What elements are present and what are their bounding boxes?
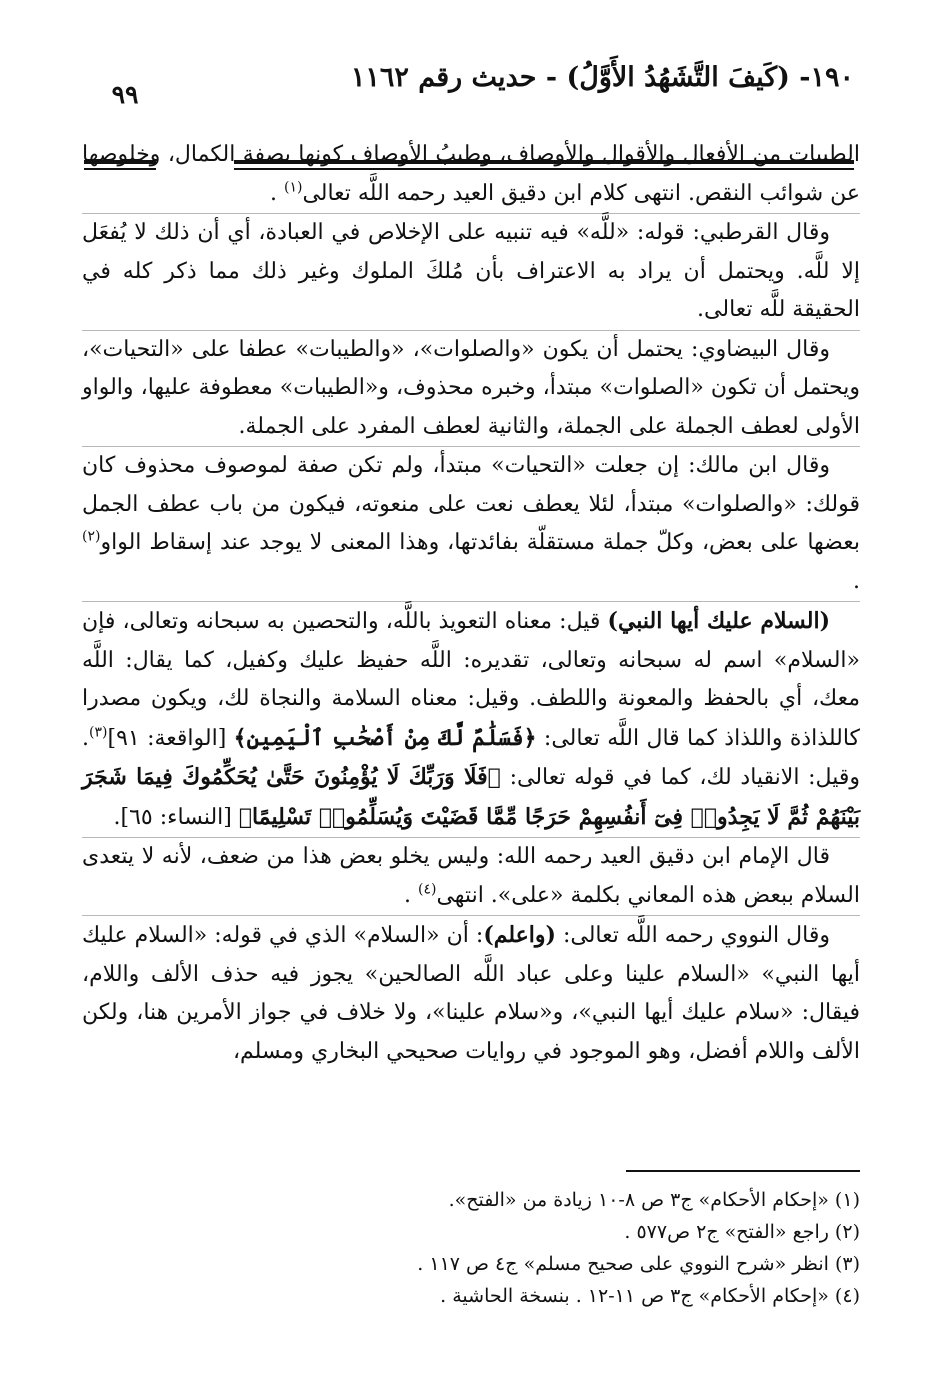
bold-heading-text: (واعلم) <box>483 922 556 948</box>
text-run: وقال النووي رحمه اللَّه تعالى: <box>555 923 830 948</box>
paragraph <box>82 601 860 837</box>
footnote-ref: (٣) <box>89 724 108 741</box>
text-run: . <box>403 882 418 908</box>
text-run: [الواقعة: ٩١] <box>107 725 234 751</box>
paragraph <box>82 915 860 1071</box>
page-header <box>84 60 854 120</box>
main-text <box>82 136 860 1071</box>
text-run: قيل: معناه التعويذ باللَّه، والتحصين به سبحانه وتعالى، فإن «السلام» اسم له سبحانه وتعالى، تقديره: اللَّه حفيظ عليك وكفيل، كما يقال: اللَّه معك، أي بالحفظ والمعونة واللطف. وقيل: معناه السلامة والنجاة لك، ويكون مصدرا كاللذاذة واللذاذ كما قال اللَّه تعالى: <box>82 609 861 751</box>
text-run: . وقيل: الانقياد لك، كما في قوله تعالى: <box>82 725 860 790</box>
quran-verse: ﴿فَلَا وَرَبِّكَ لَا يُؤْمِنُونَ حَتَّىٰ يُحَكِّمُوكَ فِيمَا شَجَرَ بَيْنَهُمْ ثُمَّ لَا يَجِدُوا۟ فِىٓ أَنفُسِهِمْ حَرَجًا مِّمَّا قَضَيْتَ وَيُسَلِّمُوا۟ تَسْلِيمًا﴾ <box>82 764 860 830</box>
text-run: . <box>853 568 860 594</box>
footnote: (٤) «إحكام الأحكام» ج٣ ص ١١-١٢ . بنسخة الحاشية . <box>440 1285 860 1307</box>
text-run: وقال البيضاوي: يحتمل أن يكون «والصلوات»، «والطيبات» عطفا على «التحيات»، ويحتمل أن تكون «الصلوات» مبتدأ، وخبره محذوف، و«الطيبات» معطوفة عليها، والواو الأولى لعطف الجملة على الجملة، والثانية لعطف المفرد على الجملة. <box>82 336 860 439</box>
footnote-separator <box>626 1170 860 1172</box>
paragraph <box>82 136 860 213</box>
footnote: (١) «إحكام الأحكام» ج٣ ص ٨-١٠ زيادة من «الفتح». <box>448 1189 860 1211</box>
footnote-ref: (٢) <box>82 528 101 545</box>
chapter-title: ١٩٠- (كَيفَ التَّشَهُدُ الأَوَّلُ) - حديث رقم ١١٦٢ <box>350 62 854 93</box>
page-number: ٩٩ <box>111 80 139 109</box>
text-run: قال الإمام ابن دقيق العيد رحمه الله: وليس يخلو بعض هذا من ضعف، لأنه لا يتعدى السلام ببعض هذه المعاني بكلمة «على». انتهى <box>82 844 860 908</box>
bold-heading-text: (السلام عليك أيها النبي) <box>607 608 830 634</box>
footnotes <box>82 1184 860 1312</box>
footnote-ref: (٤) <box>417 881 437 898</box>
footnote-ref: (١) <box>283 179 303 196</box>
paragraph <box>82 837 860 915</box>
text-run: وقال ابن مالك: إن جعلت «التحيات» مبتدأ، ولم تكن صفة لموصوف محذوف كان قولك: «والصلوات» مبتدأ، لئلا يعطف نعت على منعوته، فيكون من باب عطف الجمل بعضها على بعض، وكلّ جملة مستقلّة بفائدتها، وهذا المعنى لا يوجد عند إسقاط الواو <box>82 453 860 555</box>
paragraph <box>82 330 860 447</box>
text-run: وقال القرطبي: قوله: «للَّه» فيه تنبيه على الإخلاص في العبادة، أي أن ذلك لا يُفعَل إلا للَّه. ويحتمل أن يراد به الاعتراف بأن مُلكَ الملوك وغير ذلك مما ذكر كله في الحقيقة للَّه تعالى. <box>82 220 860 322</box>
paragraph <box>82 446 860 601</box>
text-run: . <box>269 180 284 206</box>
paragraph <box>82 213 860 330</box>
text-run: الطيبات من الأفعال والأقوال والأوصاف، وطيبُ الأوصاف كونها بصفة الكمال، وخلوصها عن شوائب النقص. انتهى كلام ابن دقيق العيد رحمه اللَّه تعالى <box>82 142 860 206</box>
quran-verse: ﴿فَسَلَٰمٌ لَّكَ مِنْ أَصْحَٰبِ ٱلْيَمِينِ﴾ <box>233 724 537 751</box>
text-run: [النساء: ٦٥]. <box>113 804 239 830</box>
footnote: (٢) راجع «الفتح» ج٢ ص٥٧٧ . <box>624 1221 860 1243</box>
footnote: (٣) انظر «شرح النووي على صحيح مسلم» ج٤ ص ١١٧ . <box>417 1253 860 1275</box>
text-run: : أن «السلام» الذي في قوله: «السلام عليك أيها النبي» «السلام علينا وعلى عباد اللَّه الصالحين» يجوز فيه حذف الألف واللام، فيقال: «سلام عليك أيها النبي»، و«سلام علينا»، ولا خلاف في جواز الأمرين هنا، ولكن الألف واللام أفضل، وهو الموجود في روايات صحيحي البخاري ومسلم، <box>82 923 860 1064</box>
